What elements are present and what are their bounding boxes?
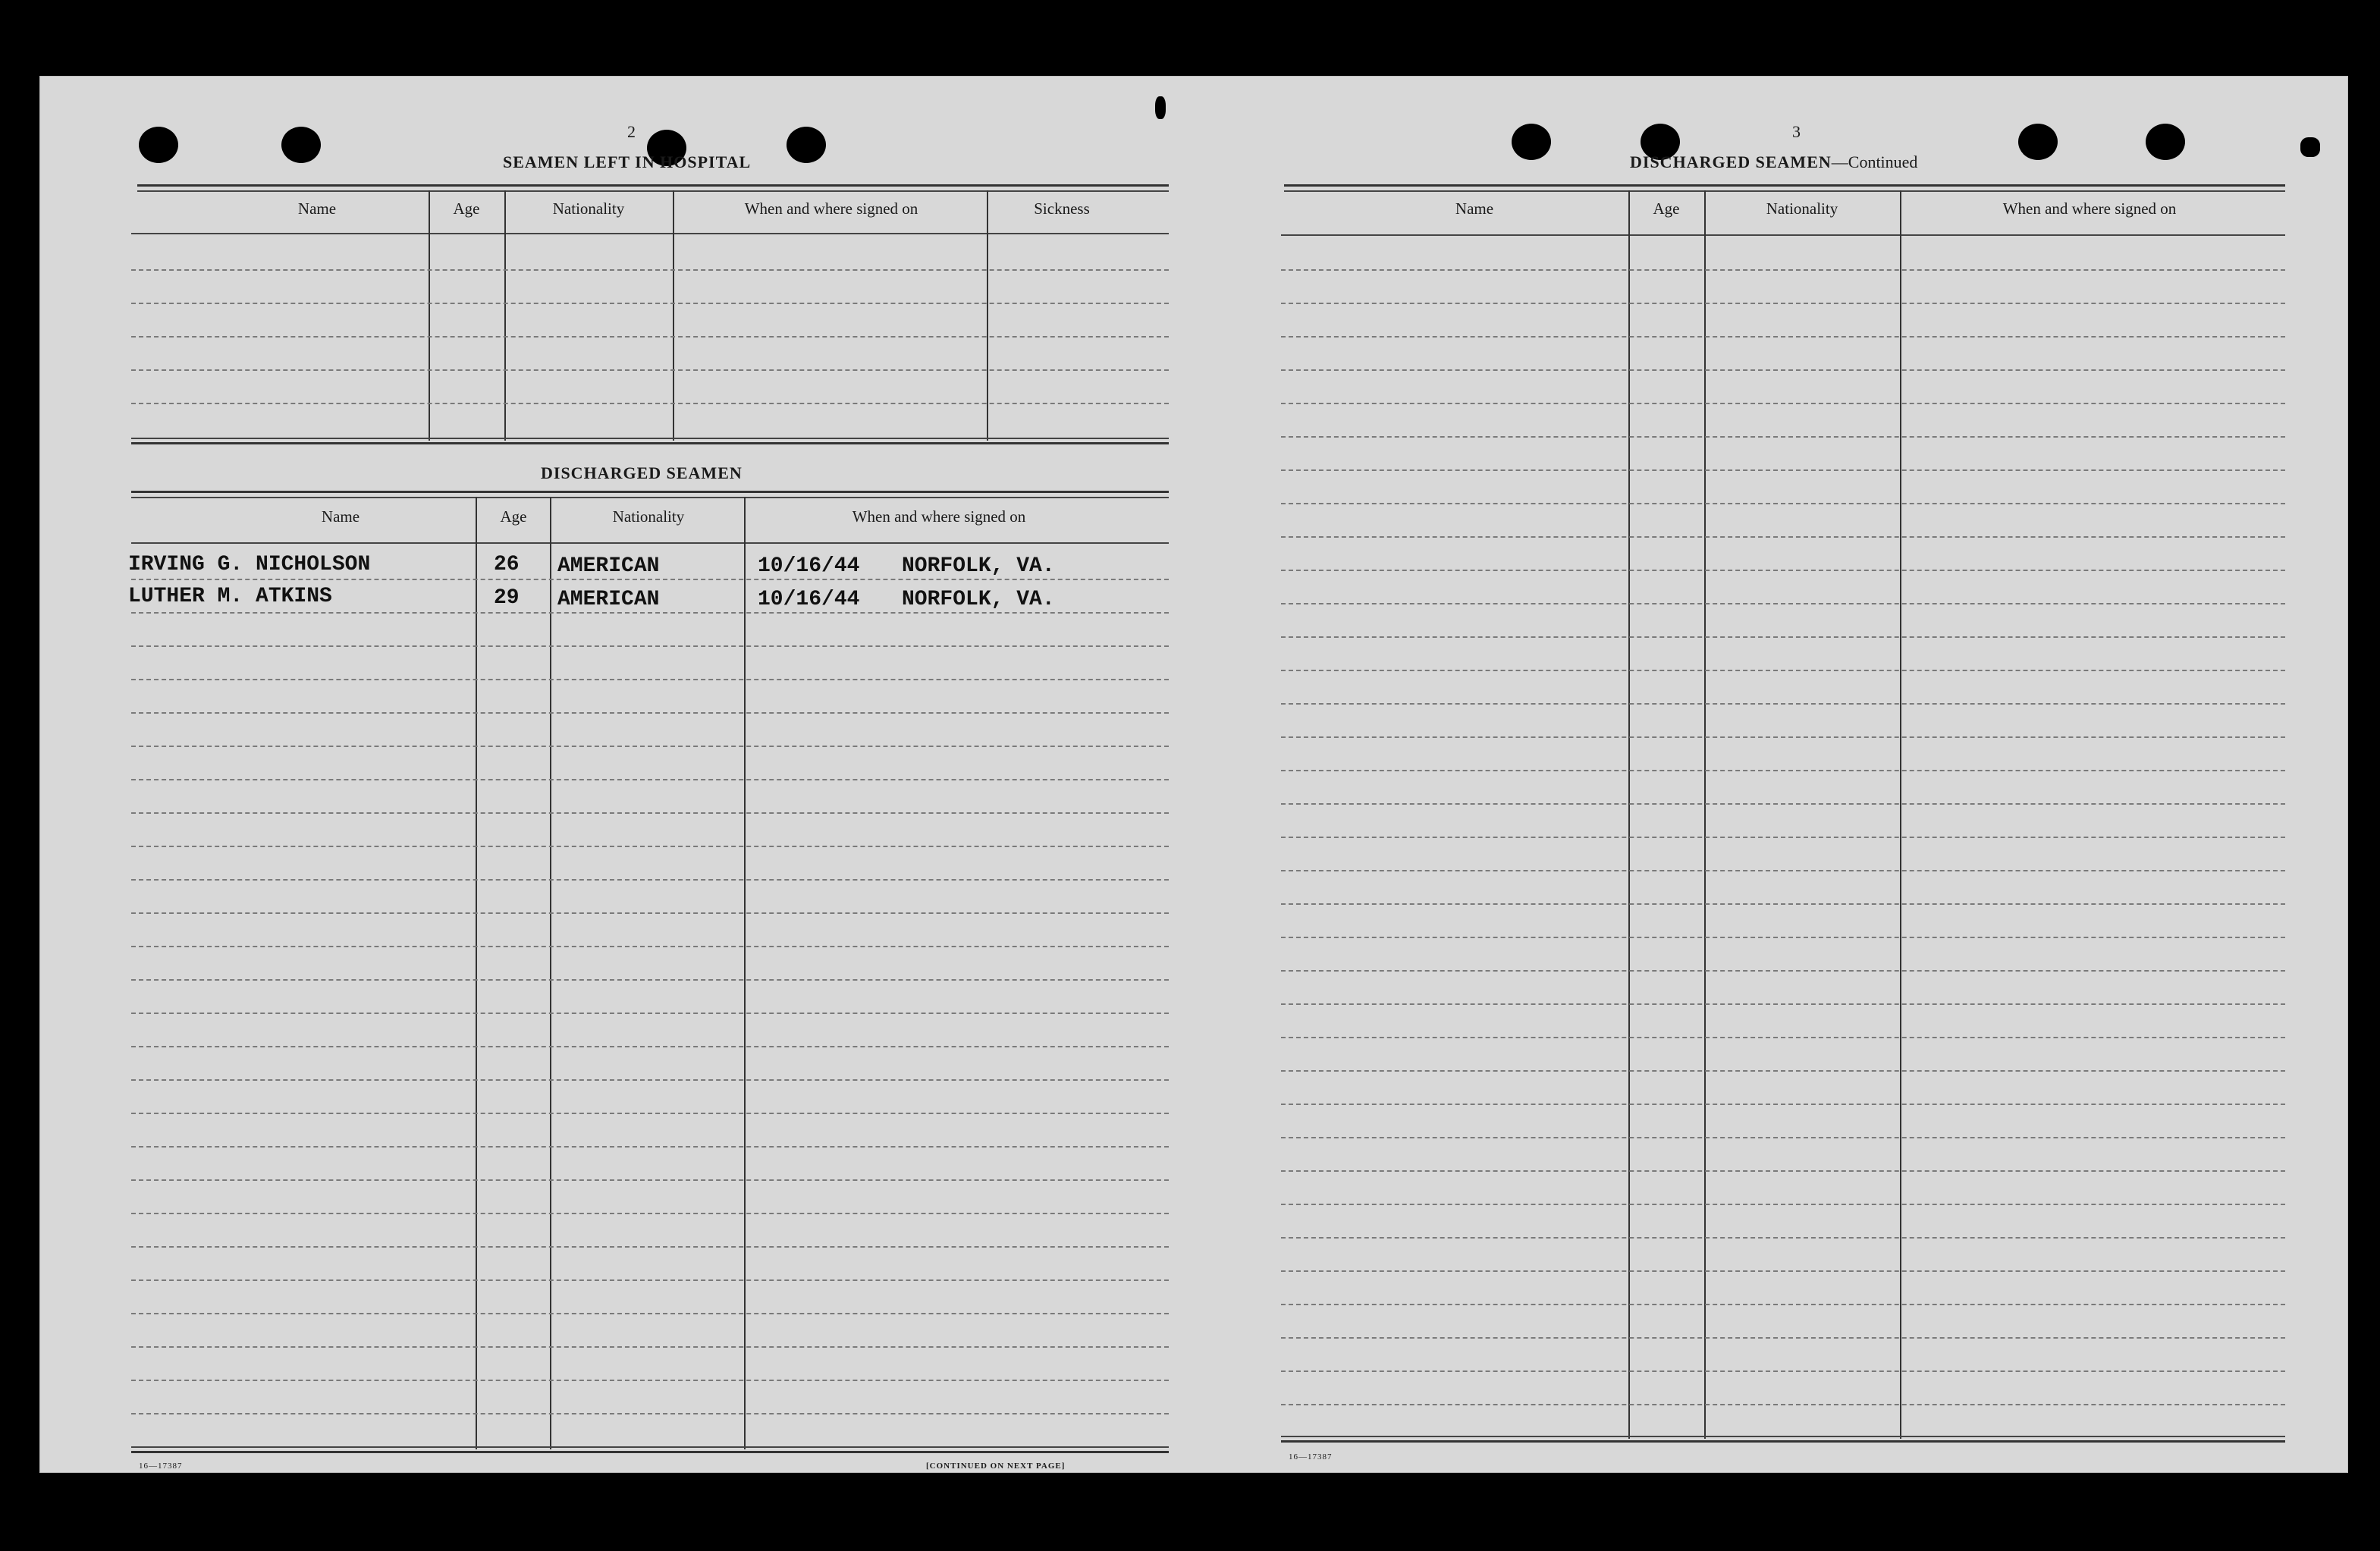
rule bbox=[1281, 1440, 2285, 1443]
ruled-line bbox=[1281, 1037, 2285, 1038]
ruled-line bbox=[131, 812, 1169, 814]
ruled-line bbox=[1281, 736, 2285, 738]
ruled-line bbox=[131, 1313, 1169, 1314]
title-text: DISCHARGED SEAMEN bbox=[1630, 152, 1832, 171]
rule bbox=[131, 442, 1169, 444]
col-header-age: Age bbox=[453, 199, 480, 218]
ink-spot bbox=[1155, 96, 1166, 119]
signed-on-date: 10/16/44 bbox=[758, 554, 860, 578]
rule bbox=[131, 542, 1169, 544]
ruled-line bbox=[1281, 303, 2285, 304]
rule bbox=[137, 184, 1169, 187]
col-header-nationality: Nationality bbox=[612, 507, 685, 526]
ruled-line bbox=[1281, 1370, 2285, 1372]
seaman-name: LUTHER M. ATKINS bbox=[128, 585, 332, 608]
ruled-line bbox=[131, 879, 1169, 881]
ruled-line bbox=[1281, 1237, 2285, 1239]
ruled-line bbox=[1281, 970, 2285, 972]
document-sheet bbox=[39, 76, 2348, 1473]
ruled-line bbox=[1281, 603, 2285, 604]
ruled-line bbox=[131, 1346, 1169, 1348]
rule bbox=[1284, 190, 2285, 192]
ruled-line bbox=[131, 403, 1169, 404]
rule bbox=[131, 491, 1169, 493]
punch-hole bbox=[139, 127, 178, 163]
ruled-line bbox=[131, 269, 1169, 271]
ruled-line bbox=[131, 1413, 1169, 1414]
ruled-line bbox=[1281, 269, 2285, 271]
col-header-signed-on: When and where signed on bbox=[2002, 199, 2177, 218]
seaman-name: IRVING G. NICHOLSON bbox=[128, 553, 371, 576]
ruled-line bbox=[1281, 1337, 2285, 1339]
ruled-line bbox=[131, 946, 1169, 947]
ruled-line bbox=[1281, 1270, 2285, 1272]
ruled-line bbox=[131, 779, 1169, 780]
column-divider bbox=[1628, 190, 1630, 1439]
ruled-line bbox=[131, 303, 1169, 304]
ruled-line bbox=[131, 1246, 1169, 1248]
col-header-signed-on: When and where signed on bbox=[852, 507, 1026, 526]
rule bbox=[131, 1451, 1169, 1453]
ruled-line bbox=[1281, 369, 2285, 371]
ruled-line bbox=[1281, 1304, 2285, 1305]
signed-on-place: NORFOLK, VA. bbox=[902, 554, 1055, 578]
ruled-line bbox=[1281, 770, 2285, 771]
ruled-line bbox=[131, 612, 1169, 614]
ruled-line bbox=[1281, 837, 2285, 838]
col-header-nationality: Nationality bbox=[1766, 199, 1838, 218]
ruled-line bbox=[1281, 670, 2285, 671]
ruled-line bbox=[131, 1013, 1169, 1014]
seaman-age: 29 bbox=[494, 586, 520, 610]
page-number: 2 bbox=[627, 122, 636, 141]
ruled-line bbox=[1281, 1003, 2285, 1005]
ruled-line bbox=[131, 1079, 1169, 1081]
hospital-title: SEAMEN LEFT IN HOSPITAL bbox=[503, 152, 752, 171]
ruled-line bbox=[1281, 1137, 2285, 1138]
rule bbox=[1281, 234, 2285, 236]
col-header-sickness: Sickness bbox=[1034, 199, 1090, 218]
ruled-line bbox=[131, 1279, 1169, 1281]
rule bbox=[1284, 184, 2285, 187]
ruled-line bbox=[131, 1380, 1169, 1381]
ruled-line bbox=[1281, 436, 2285, 438]
ruled-line bbox=[131, 679, 1169, 680]
seaman-nationality: AMERICAN bbox=[557, 554, 660, 578]
form-number: 16—17387 bbox=[139, 1462, 183, 1471]
rule bbox=[137, 190, 1169, 192]
col-header-nationality: Nationality bbox=[552, 199, 625, 218]
ruled-line bbox=[131, 712, 1169, 714]
ruled-line bbox=[1281, 1204, 2285, 1205]
ruled-line bbox=[131, 1213, 1169, 1214]
ruled-line bbox=[1281, 903, 2285, 905]
ruled-line bbox=[131, 1179, 1169, 1181]
signed-on-place: NORFOLK, VA. bbox=[902, 588, 1055, 611]
ruled-line bbox=[1281, 403, 2285, 404]
seaman-nationality: AMERICAN bbox=[557, 588, 660, 611]
ruled-line bbox=[131, 846, 1169, 847]
ruled-line bbox=[1281, 703, 2285, 705]
col-header-name: Name bbox=[321, 507, 360, 526]
ruled-line bbox=[1281, 1170, 2285, 1172]
rule bbox=[1281, 1436, 2285, 1437]
ruled-line bbox=[131, 645, 1169, 647]
rule bbox=[131, 438, 1169, 439]
rule bbox=[131, 497, 1169, 498]
title-suffix: —Continued bbox=[1831, 152, 1918, 171]
ruled-line bbox=[1281, 1104, 2285, 1105]
seaman-age: 26 bbox=[494, 553, 520, 576]
ruled-line bbox=[131, 746, 1169, 747]
column-divider bbox=[744, 497, 746, 1449]
ruled-line bbox=[1281, 536, 2285, 538]
ruled-line bbox=[1281, 503, 2285, 504]
punch-hole bbox=[787, 127, 826, 163]
col-header-age: Age bbox=[1653, 199, 1680, 218]
ruled-line bbox=[1281, 870, 2285, 871]
signed-on-date: 10/16/44 bbox=[758, 588, 860, 611]
column-divider bbox=[550, 497, 551, 1449]
col-header-signed-on: When and where signed on bbox=[744, 199, 918, 218]
page-number: 3 bbox=[1792, 122, 1801, 141]
ruled-line bbox=[1281, 803, 2285, 805]
ruled-line bbox=[1281, 336, 2285, 338]
col-header-age: Age bbox=[500, 507, 527, 526]
ruled-line bbox=[131, 979, 1169, 981]
rule bbox=[131, 233, 1169, 234]
col-header-name: Name bbox=[297, 199, 337, 218]
ruled-line bbox=[1281, 469, 2285, 471]
ruled-line bbox=[1281, 1404, 2285, 1405]
ruled-line bbox=[1281, 570, 2285, 571]
column-divider bbox=[1900, 190, 1901, 1439]
form-number: 16—17387 bbox=[1289, 1452, 1333, 1462]
ruled-line bbox=[131, 912, 1169, 914]
punch-hole bbox=[2018, 124, 2058, 160]
ink-spot bbox=[2300, 137, 2320, 157]
column-divider bbox=[476, 497, 477, 1449]
ruled-line bbox=[1281, 1070, 2285, 1072]
ruled-line bbox=[131, 369, 1169, 371]
ruled-line bbox=[131, 336, 1169, 338]
ruled-line bbox=[1281, 636, 2285, 638]
rule bbox=[131, 1446, 1169, 1448]
column-divider bbox=[1704, 190, 1706, 1439]
continued-note: [CONTINUED ON NEXT PAGE] bbox=[926, 1462, 1066, 1471]
ruled-line bbox=[131, 1113, 1169, 1114]
punch-hole bbox=[2146, 124, 2185, 160]
ruled-line bbox=[131, 1046, 1169, 1047]
discharged-continued-title bbox=[1630, 152, 1917, 172]
ruled-line bbox=[131, 579, 1169, 580]
col-header-name: Name bbox=[1455, 199, 1494, 218]
ruled-line bbox=[131, 1146, 1169, 1148]
punch-hole bbox=[281, 127, 321, 163]
ruled-line bbox=[1281, 937, 2285, 938]
discharged-title: DISCHARGED SEAMEN bbox=[541, 463, 743, 482]
punch-hole bbox=[1512, 124, 1551, 160]
